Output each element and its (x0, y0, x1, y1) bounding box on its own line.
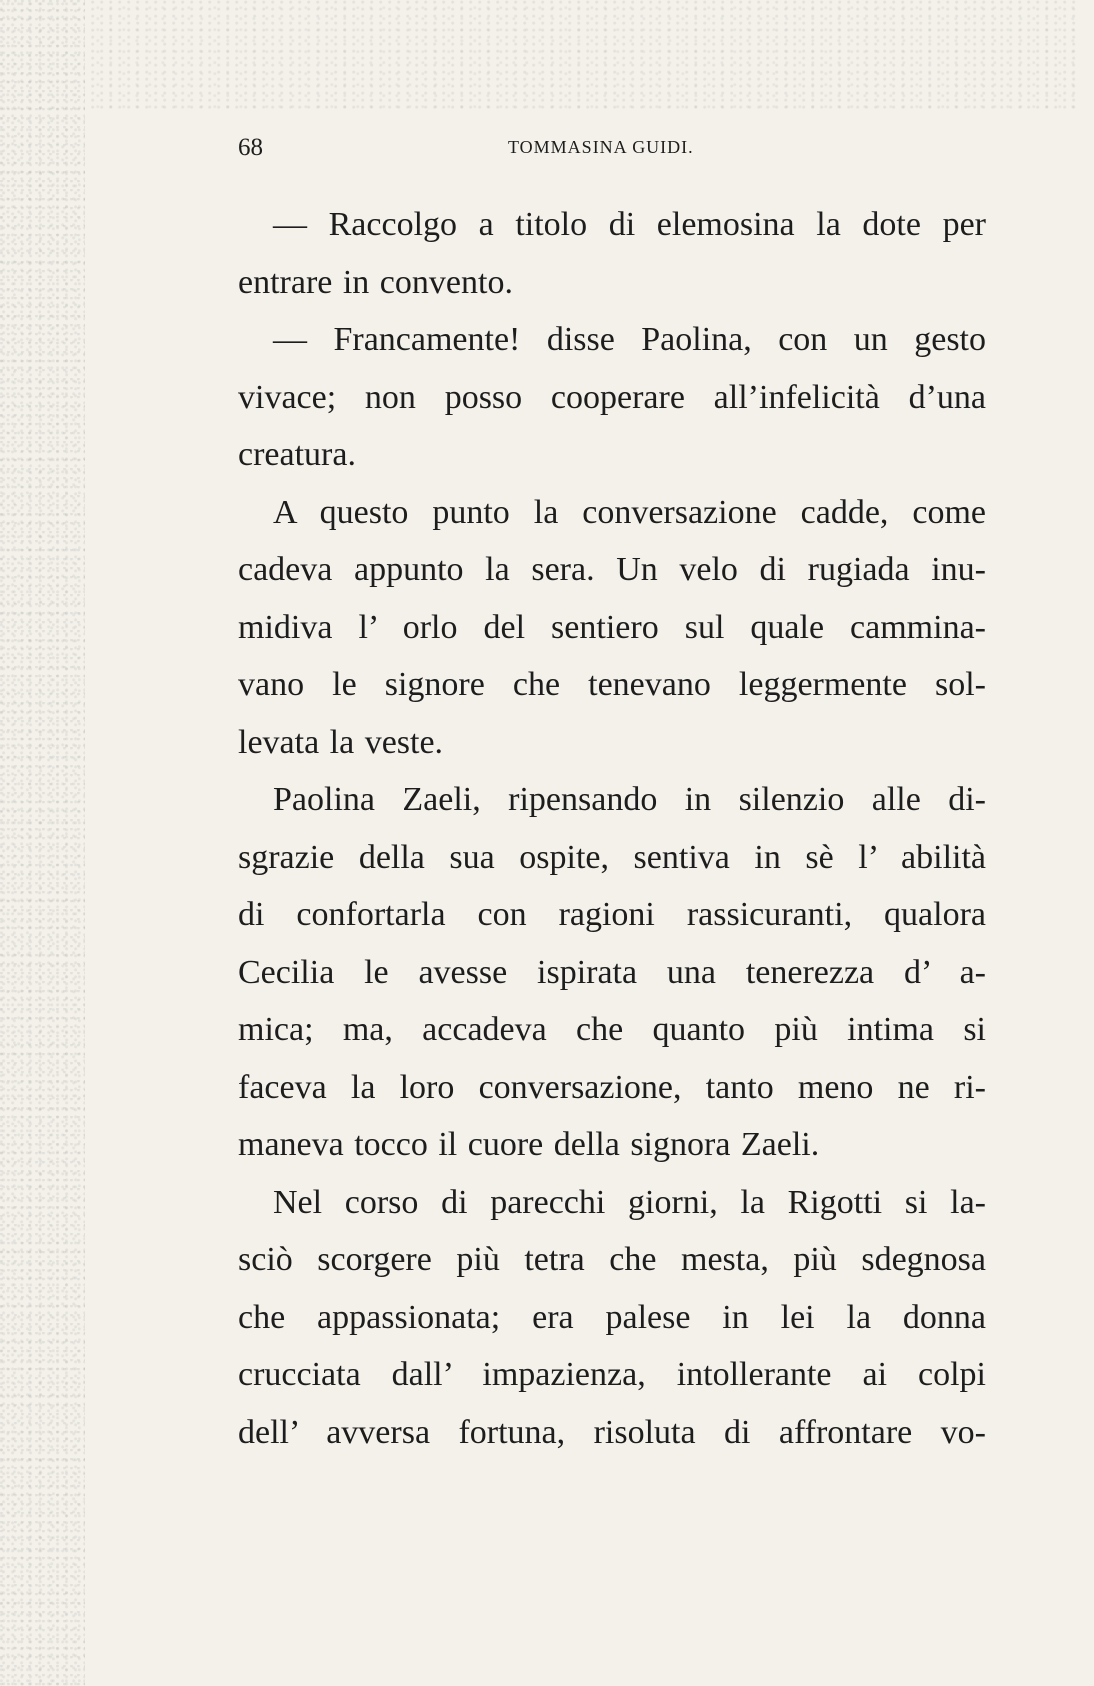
text-line: dell’ avversa fortuna, risoluta di affrontare vo- (238, 1413, 986, 1451)
paragraph-5 (238, 1174, 986, 1462)
page-header (238, 133, 1038, 165)
paragraph-4 (238, 771, 986, 1174)
text-line: — Francamente! disse Paolina, con un gesto (273, 321, 986, 358)
paragraph-2 (238, 311, 986, 484)
text-line: creatura. (238, 436, 356, 473)
text-line: vivace; non posso cooperare all’infelicità d’una (238, 378, 986, 416)
text-line: faceva la loro conversazione, tanto meno ne ri- (238, 1068, 986, 1106)
text-line: Cecilia le avesse ispirata una tenerezza d’ a- (238, 953, 986, 991)
text-line: levata la veste. (238, 723, 444, 761)
text-line: cadeva appunto la sera. Un velo di rugiada inu- (238, 551, 986, 588)
text-line: crucciata dall’ impazienza, intollerante ai colpi (238, 1356, 986, 1393)
page-top-speckle (90, 0, 1080, 110)
text-line: sgrazie della sua ospite, sentiva in sè l’ abilità (238, 838, 986, 876)
page-number: 68 (238, 134, 263, 161)
paragraph-3 (238, 484, 986, 772)
page-edge-speckle (0, 0, 85, 1686)
text-line: Paolina Zaeli, ripensando in silenzio alle di- (273, 781, 986, 818)
text-line: sciò scorgere più tetra che mesta, più sdegnosa (238, 1241, 986, 1278)
text-line: A questo punto la conversazione cadde, come (273, 493, 986, 531)
text-line: che appassionata; era palese in lei la donna (238, 1298, 986, 1336)
text-line: — Raccolgo a titolo di elemosina la dote per (273, 206, 986, 243)
text-line: di confortarla con ragioni rassicuranti, qualora (238, 896, 986, 933)
body-text (238, 196, 986, 1461)
text-line: vano le signore che tenevano leggermente sol- (238, 666, 986, 703)
text-line: midiva l’ orlo del sentiero sul quale cammina- (238, 608, 986, 646)
text-line: entrare in convento. (238, 263, 513, 301)
text-line: Nel corso di parecchi giorni, la Rigotti si la- (273, 1183, 986, 1221)
running-head: TOMMASINA GUIDI. (508, 137, 694, 157)
text-line: maneva tocco il cuore della signora Zaeli. (238, 1126, 820, 1163)
text-line: mica; ma, accadeva che quanto più intima si (238, 1011, 986, 1048)
paragraph-1 (238, 196, 986, 311)
